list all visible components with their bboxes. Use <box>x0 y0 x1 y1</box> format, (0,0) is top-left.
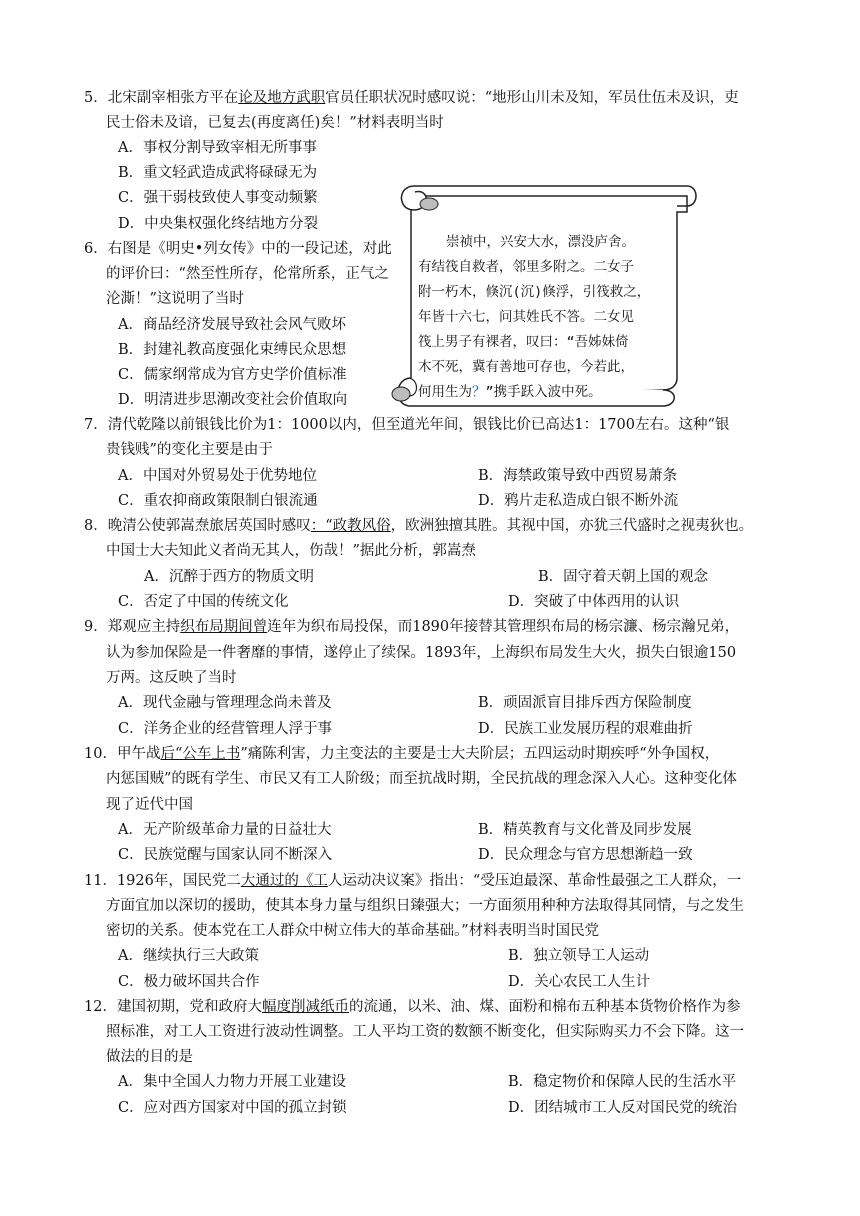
q5-text: 5．北宋副宰相张方平在 <box>84 90 239 106</box>
q11-underlined: 大通过的《工 <box>240 873 328 889</box>
q9-text: 9．郑观应主持 <box>84 619 181 635</box>
q11-stem-line-3: 密切的关系。使本党在工人群众中树立伟大的革命基础。”材料表明当时国民党 <box>106 923 600 939</box>
q12-stem-line-2: 照标准，对工人工资进行波动性调整。工人平均工资的数额不断变化，但实际购买力不会下降。这一 <box>106 1024 744 1040</box>
q8-option-c[interactable]: C．否定了中国的传统文化 <box>118 594 289 610</box>
q12-stem-line-1 <box>84 997 740 1017</box>
scroll-text <box>418 230 680 405</box>
scroll-line: 年皆十六七，问其姓氏不答。二女见 <box>418 309 634 325</box>
q11-text: 11．1926年，国民党二 <box>84 873 241 889</box>
q8-text: 8．晚清公使郭嵩焘旅居英国时感叹 <box>84 518 311 534</box>
q8-option-d[interactable]: D．突破了中体西用的认识 <box>508 594 680 610</box>
q11-stem-line-2: 方面宜加以深切的援助，使其本身力量与组织日臻强大；一方面须用种种方法取得其同情，与之发生 <box>106 898 744 914</box>
q12-underlined: 幅度削减纸币 <box>261 999 349 1015</box>
q5-option-d[interactable]: D．中央集权强化终结地方分裂 <box>118 216 319 232</box>
q6-option-c[interactable]: C．儒家纲常成为官方史学价值标准 <box>118 367 347 383</box>
q10-stem-line-2: 内惩国贼”的既有学生、市民又有工人阶级；而至抗战时期，全民抗战的理念深入人心。这种变化体 <box>106 771 737 787</box>
q9-stem-line-3: 万两。这反映了当时 <box>106 670 237 686</box>
q8-stem-line-2: 中国士大夫知此义者尚无其人，伤哉！”据此分析，郭嵩焘 <box>106 543 476 559</box>
q10-stem-line-3: 现了近代中国 <box>106 797 193 813</box>
q5-option-b[interactable]: B．重文轻武造成武将碌碌无为 <box>118 165 318 181</box>
q5-option-c[interactable]: C．强干弱枝致使人事变动频繁 <box>118 190 318 206</box>
scroll-line <box>418 380 680 405</box>
scroll-line: 崇祯中，兴安大水，漂没庐舍。 <box>446 234 635 250</box>
q7-stem-line-2: 贵钱贱”的变化主要是由于 <box>106 442 273 458</box>
q7-option-a[interactable]: A．中国对外贸易处于优势地位 <box>118 468 317 484</box>
q12-text-b: 的流通，以米、油、煤、面粉和棉布五种基本货物价格作为参 <box>348 999 741 1015</box>
q9-option-d[interactable]: D．民族工业发展历程的艰难曲折 <box>478 721 693 737</box>
q12-text: 12．建国初期，党和政府大 <box>84 999 262 1015</box>
q7-option-d[interactable]: D．鸦片走私造成白银不断外流 <box>478 493 679 509</box>
q12-stem-line-3: 做法的目的是 <box>106 1049 193 1065</box>
scroll-line: 有结筏自救者，邻里多附之。二女子 <box>418 259 634 275</box>
q6-option-a[interactable]: A．商品经济发展导致社会风气败坏 <box>118 317 346 333</box>
q10-text: 10．甲午战 <box>84 746 161 762</box>
q11-option-b[interactable]: B．独立领导工人运动 <box>508 948 650 964</box>
q10-text-b: ”痛陈利害，力主变法的主要是士大夫阶层；五四运动时期疾呼“外争国权， <box>240 746 720 762</box>
q9-stem-line-2: 认为参加保险是一件奢靡的事情，遂停止了续保。1893年，上海织布局发生大火，损失白银逾150 <box>106 645 737 661</box>
q9-text-b: 连年为织布局投保，而1890年接替其管理织布局的杨宗濂、杨宗瀚兄弟， <box>267 619 740 635</box>
q6-option-b[interactable]: B．封建礼教高度强化束缚民众思想 <box>118 342 347 358</box>
q6-option-d[interactable]: D．明清进步思潮改变社会价值取向 <box>118 392 348 408</box>
q6-stem-line-2: 的评价曰：“然至性所存，伦常所系，正气之 <box>106 266 389 282</box>
q8-option-b[interactable]: B．固守着天朝上国的观念 <box>538 569 709 585</box>
scroll-last-q: ？ <box>472 384 486 400</box>
scroll-top-knob <box>420 198 438 210</box>
q11-option-a[interactable]: A．继续执行三大政策 <box>118 948 259 964</box>
q11-text-b: 人运动决议案》指出：“受压迫最深、革命性最强之工人群众，一 <box>327 873 742 889</box>
q6-stem-line-3: 沦澌！”这说明了当时 <box>106 291 244 307</box>
q5-underlined: 论及地方武职 <box>238 90 326 106</box>
q5-stem-line-2: 民士俗未及谙，已复去(再度离任)矣！”材料表明当时 <box>106 115 444 131</box>
q6-stem-line-1: 6．右图是《明史•列女传》中的一段记述，对此 <box>84 241 392 257</box>
scroll-last-a: 何用生为 <box>418 384 472 400</box>
scroll-line: 筏上男子有裸者，叹曰：“吾姊妹倚 <box>418 334 629 350</box>
scroll-line: 附一朽木，倏沉(沉)倏浮，引筏救之， <box>418 284 651 300</box>
q9-stem-line-1 <box>84 617 739 637</box>
q10-option-c[interactable]: C．民族觉醒与国家认同不断深入 <box>118 847 333 863</box>
q12-option-d[interactable]: D．团结城市工人反对国民党的统治 <box>508 1100 738 1116</box>
scroll-line: 木不死，冀有善地可存也，今若此， <box>418 359 634 375</box>
q5-text-b: 官员任职状况时感叹说：“地形山川未及知，军员仕伍未及识，吏 <box>325 90 739 106</box>
q12-option-b[interactable]: B．稳定物价和保障人民的生活水平 <box>508 1074 737 1090</box>
q8-stem-line-1 <box>84 516 753 536</box>
q5-option-a[interactable]: A．事权分割导致宰相无所事事 <box>118 140 317 156</box>
q8-text-b: ，欧洲独擅其胜。其视中国，亦犹三代盛时之视夷狄也。 <box>390 518 754 534</box>
q7-option-b[interactable]: B．海禁政策导致中西贸易萧条 <box>478 468 678 484</box>
q10-option-b[interactable]: B．精英教育与文化普及同步发展 <box>478 822 692 838</box>
q9-option-b[interactable]: B．顽固派盲目排斥西方保险制度 <box>478 695 692 711</box>
q9-option-c[interactable]: C．洋务企业的经营管理人浮于事 <box>118 721 333 737</box>
q10-option-d[interactable]: D．民众理念与官方思想渐趋一致 <box>478 847 693 863</box>
q12-option-c[interactable]: C．应对西方国家对中国的孤立封锁 <box>118 1100 347 1116</box>
q7-option-c[interactable]: C．重农抑商政策限制白银流通 <box>118 493 318 509</box>
q9-underlined: 织布局期间曾 <box>180 619 268 635</box>
q7-stem-line-1: 7．清代乾隆以前银钱比价为1：1000以内，但至道光年间，银钱比价已高达1：1700左右。这种“银 <box>84 417 730 433</box>
q10-underlined: 后“公车上书 <box>160 746 241 762</box>
q8-option-a[interactable]: A．沉醉于西方的物质文明 <box>144 569 314 585</box>
q10-stem-line-1 <box>84 744 719 764</box>
q12-option-a[interactable]: A．集中全国人力物力开展工业建设 <box>118 1074 346 1090</box>
q5-stem-line-1 <box>84 88 739 108</box>
q10-option-a[interactable]: A．无产阶级革命力量的日益壮大 <box>118 822 332 838</box>
scroll-bottom-knob <box>392 387 410 401</box>
q9-option-a[interactable]: A．现代金融与管理理念尚未普及 <box>118 695 332 711</box>
q11-option-d[interactable]: D．关心农民工人生计 <box>508 974 651 990</box>
q11-stem-line-1 <box>84 871 741 891</box>
q11-option-c[interactable]: C．极力破坏国共合作 <box>118 974 260 990</box>
scroll-last-b: ”携手跃入波中死。 <box>485 384 602 400</box>
q8-underlined: ：“政教风俗 <box>310 518 391 534</box>
